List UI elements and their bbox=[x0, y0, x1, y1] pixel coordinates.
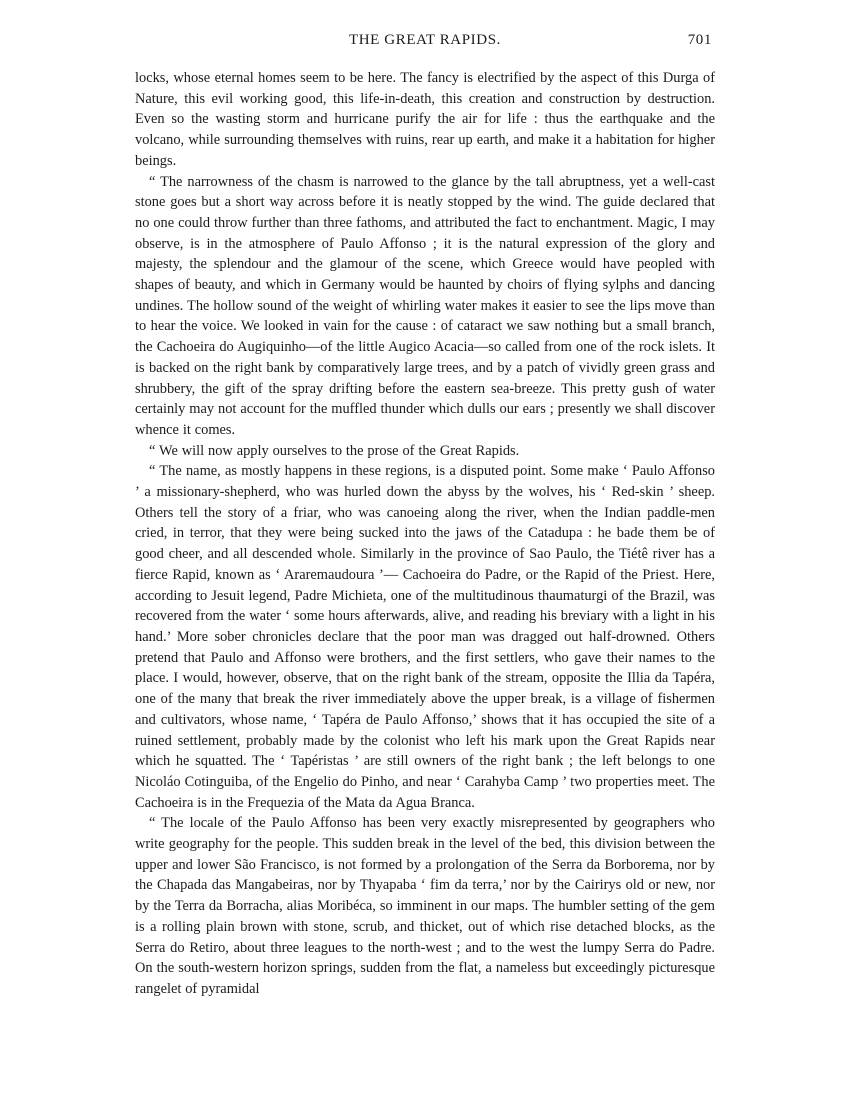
page-number: 701 bbox=[687, 32, 712, 48]
paragraph-chasm: “ The narrowness of the chasm is narrowed to the glance by the tall abruptness, yet a well-cast stone goes but a short way across before it is neatly stopped by the wind. The guide declared that no one could throw further than three fathoms, and attributed the fact to enchantment. Magic, I may observe, is in the atmosphere of Paulo Affonso ; it is the natural expression of the glory and majesty, the splendour and the glamour of the scene, which Greece would have peopled with shapes of beauty, and which in Germany would be haunted by choirs of flying sylphs and dancing undines. The hollow sound of the weight of whirling water makes it easier to see the lips move than to hear the voice. We looked in vain for the cause : of cataract we saw nothing but a small branch, the Cachoeira do Augiquinho—of the little Augico Acacia—so called from one of the rock islets. It is backed on the right bank by comparatively large trees, and by a patch of vividly green grass and shrubbery, the gift of the spray drifting before the eastern sea-breeze. This pretty gush of water certainly may not account for the muffled thunder which dulls our ears ; presently we shall discover whence it comes. bbox=[135, 173, 715, 438]
paragraph-continued: locks, whose eternal homes seem to be here. The fancy is electrified by the aspect of this Durga of Nature, this evil working good, this life-in-death, this creation and construction by destruction. Even so the wasting storm and hurricane purify the air for life : thus the earthquake and the volcano, while surrounding themselves with ruins, rear up earth, and make it a habitation for higher beings. bbox=[135, 70, 715, 169]
book-page bbox=[135, 28, 715, 1000]
body-text bbox=[135, 68, 715, 1000]
running-header bbox=[135, 28, 715, 54]
paragraph-name: “ The name, as mostly happens in these regions, is a disputed point. Some make ‘ Paulo Affonso ’ a missionary-shepherd, who was hurled down the abyss by the wolves, his ‘ Red-skin ’ sheep. Others tell the story of a friar, who was canoeing along the river, when the Indian paddle-men cried, in terror, that they were being sucked into the jaws of the Catadupa : he bade them be of good cheer, and all descended whole. Similarly in the province of Sao Paulo, the Tiétê river has a fierce Rapid, known as ‘ Araremaudoura ’— Cachoeira do Padre, or the Rapid of the Priest. Here, according to Jesuit legend, Padre Michieta, one of the multitudinous thaumaturgi of the Brazil, was recovered from the water ‘ some hours afterwards, alive, and reading his breviary with a light in his hand.’ More sober chronicles declare that the poor man was dragged out half-drowned. Others pretend that Paulo and Affonso were brothers, and the first settlers, who gave their names to the place. I would, however, observe, that on the right bank of the stream, opposite the Illia da Tapéra, one of the many that break the river immediately above the upper break, is a village of fishermen and cultivators, whose name, ‘ Tapéra de Paulo Affonso,’ shows that it has occupied the site of a ruined settlement, probably made by the colonist who left his mark upon the Great Rapids near which he squatted. The ‘ Tapéristas ’ are still owners of the right bank ; the left belongs to one Nicoláo Cotinguiba, of the Engelio do Pinho, and near ‘ Carahyba Camp ’ two properties meet. The Cachoeira is in the Frequezia of the Mata da Agua Branca. bbox=[135, 463, 715, 811]
paragraph-locale: “ The locale of the Paulo Affonso has been very exactly misrepresented by geographers who write geography for the people. This sudden break in the level of the bed, this division between the upper and lower São Francisco, is not formed by a prolongation of the Serra da Borborema, nor by the Chapada das Mangabeiras, nor by Thyapaba ‘ fim da terra,’ nor by the Cairirys old or new, nor by the Terra da Borracha, alias Moribéca, so imminent in our maps. The humbler setting of the gem is a rolling plain brown with stone, scrub, and thicket, out of which rise detached blocks, as the Serra do Retiro, about three leagues to the north-west ; and to the west the lumpy Serra do Padre. On the south-western horizon springs, sudden from the flat, a nameless but exceedingly picturesque rangelet of pyramidal bbox=[135, 815, 715, 997]
paragraph-prose: “ We will now apply ourselves to the prose of the Great Rapids. bbox=[149, 442, 520, 459]
chapter-title: THE GREAT RAPIDS. bbox=[348, 32, 502, 48]
